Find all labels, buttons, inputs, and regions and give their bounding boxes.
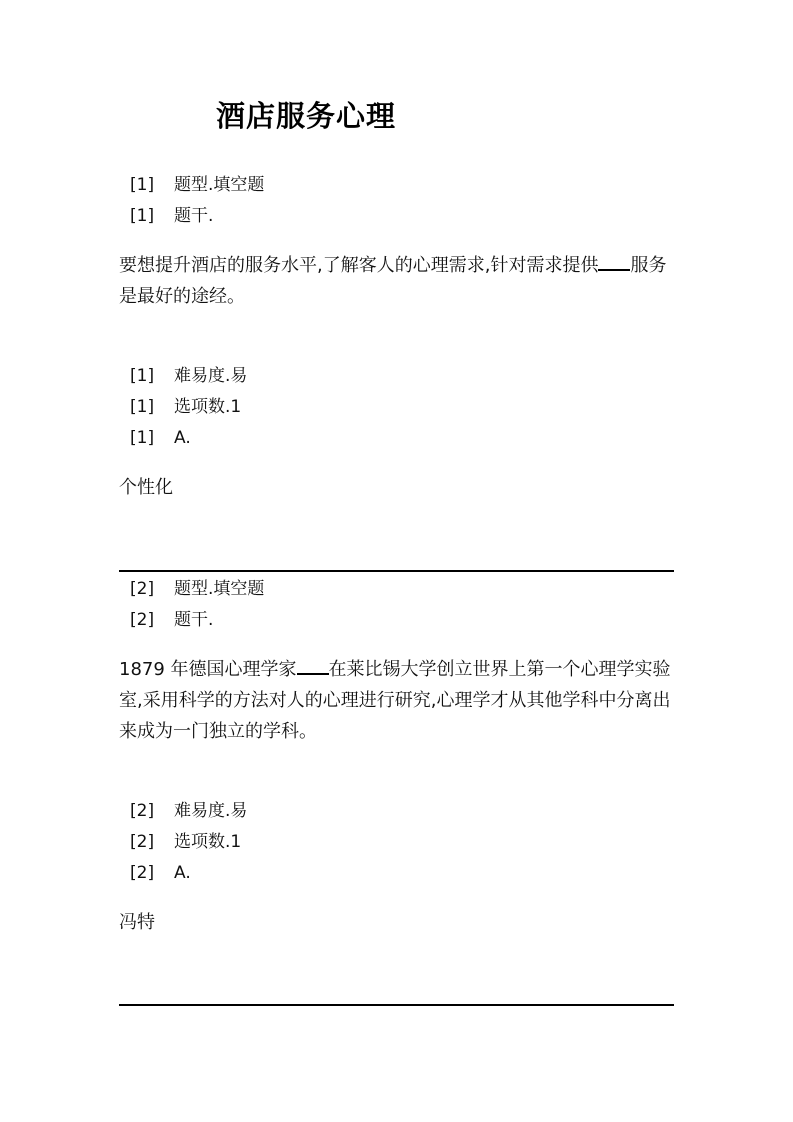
question-stem-label: 题干. (174, 206, 214, 226)
question-number: [1] (130, 206, 155, 226)
options-count: 选项数.1 (174, 397, 242, 417)
question-stem (119, 654, 679, 747)
question-stem (119, 250, 679, 312)
question-stem-label-line (130, 204, 213, 228)
question-number: [2] (130, 832, 155, 852)
difficulty: 难易度.易 (174, 801, 248, 821)
option-line (130, 861, 191, 885)
stem-text-before: 要想提升酒店的服务水平,了解客人的心理需求,针对需求提供 (119, 255, 599, 276)
question-type: 题型.填空题 (174, 579, 265, 599)
option-label: A. (174, 863, 191, 883)
options-count: 选项数.1 (174, 832, 242, 852)
question-type-line (130, 173, 264, 197)
question-number: [1] (130, 428, 155, 448)
option-line (130, 426, 191, 450)
question-number: [1] (130, 397, 155, 417)
question-number: [2] (130, 610, 155, 630)
question-type: 题型.填空题 (174, 175, 265, 195)
fill-blank (297, 657, 329, 675)
options-count-line (130, 395, 241, 419)
stem-text-after: 服务是最好的途经。 (119, 255, 667, 307)
question-number: [2] (130, 579, 155, 599)
difficulty-line (130, 364, 247, 388)
question-number: [2] (130, 863, 155, 883)
question-stem-label-line (130, 608, 213, 632)
divider-rule (119, 570, 674, 572)
divider-rule (119, 1004, 674, 1006)
stem-text-before: 1879 年德国心理学家 (119, 659, 297, 680)
answer-text: 冯特 (119, 912, 155, 933)
answer-text: 个性化 (119, 477, 173, 498)
stem-text-after: 在莱比锡大学创立世界上第一个心理学实验室,采用科学的方法对人的心理进行研究,心理学才从其他学科中分离出来成为一门独立的学科。 (119, 659, 671, 742)
question-number: [2] (130, 801, 155, 821)
options-count-line (130, 830, 241, 854)
question-stem-label: 题干. (174, 610, 214, 630)
difficulty: 难易度.易 (174, 366, 248, 386)
question-number: [1] (130, 366, 155, 386)
page-title: 酒店服务心理 (216, 99, 397, 133)
difficulty-line (130, 799, 247, 823)
fill-blank (598, 253, 630, 271)
option-label: A. (174, 428, 191, 448)
question-type-line (130, 577, 264, 601)
question-number: [1] (130, 175, 155, 195)
